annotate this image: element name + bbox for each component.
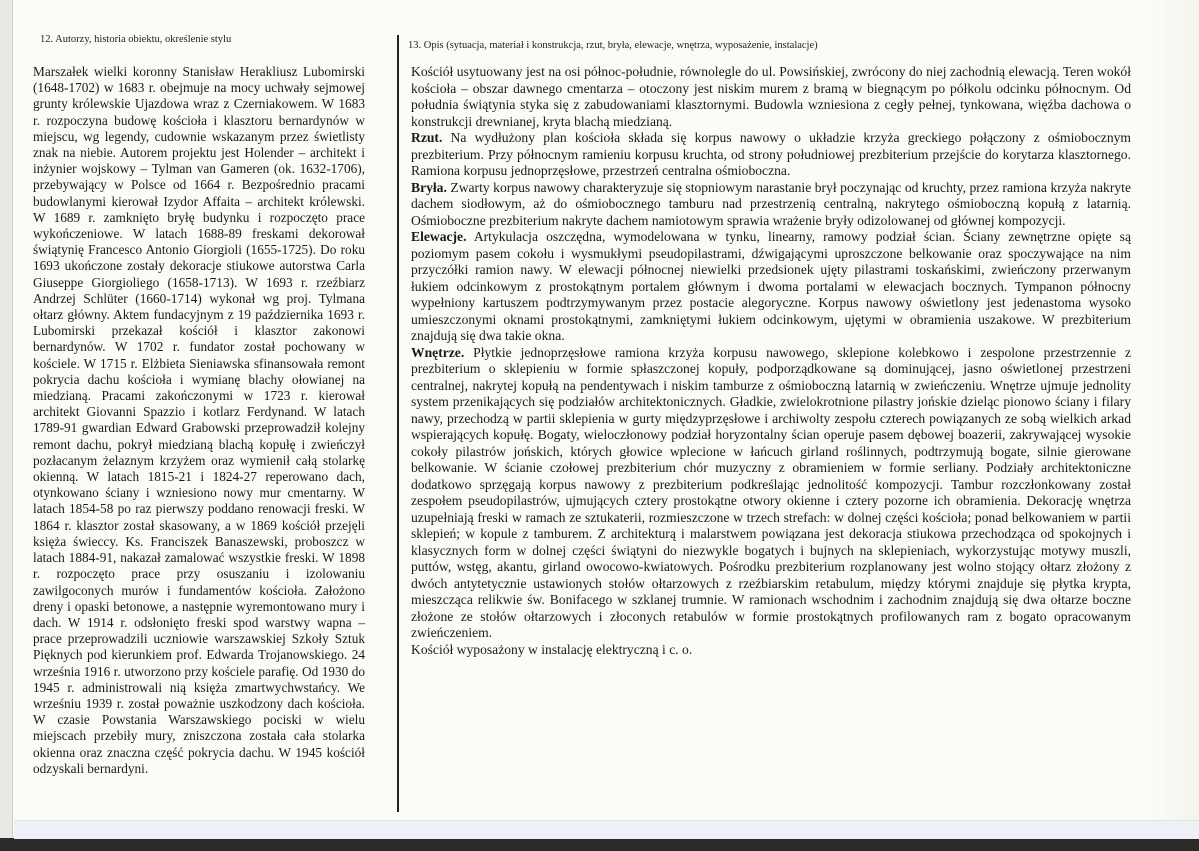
column-divider: [397, 35, 399, 812]
paragraph-heading: Bryła.: [411, 179, 447, 195]
paragraph-wnetrze: [411, 345, 1131, 642]
section-12-title: 12. Autorzy, historia obiektu, określenie stylu: [40, 34, 232, 45]
page-bottom-strip: [14, 820, 1199, 839]
paragraph-bryla: [411, 180, 1131, 230]
paragraph-body: Na wydłużony plan kościoła składa się korpus nawowy o układzie krzyża greckiego połączony z ośmiobocznym prezbiterium. Przy północnym ramieniu korpusu kruchta, od strony południowej prezbiterium przejście do korytarza klasztornego. Ramiona korpusu jednoprzęsłowe, przestrzeń centralna ośmioboczna.: [411, 130, 1131, 178]
paragraph-elewacje: [411, 229, 1131, 345]
paragraph-body: Płytkie jednoprzęsłowe ramiona krzyża korpusu nawowego, sklepione kolebkowo i zespolone przestrzennie z prezbiterium o sklepieniu w formie spłaszczonej kopuły, podporządkowane są dominującej, jasno oświetlonej przestrzeni centralnej, nakrytej kopułą na pendentywach i niskim tamburze z ośmioboczną latarnią w zwieńczeniu. Wnętrze ujmuje jednolity system przenikających się podziałów architektonicznych. Gładkie, zwielokrotnione pilastry jońskie dzieląc pionowo ściany i filary nawy, przechodzą w partii sklepienia w gurty międzyprzęsłowe i archiwolty zespołu czterech powiązanych ze sobą wielkich arkad wspierających kopułę. Bogaty, wieloczłonowy podział horyzontalny ścian operuje pasem dębowej boazerii, zakrywającej wysokie cokoły pilastrów jońskich, których głowice wplecione w łańcuch girland roślinnych, podtrzymują bogate, silnie gierowane belkowanie. W ścianie czołowej prezbiterium chór muzyczny z obramieniem w formie serliany. Podziały architektoniczne dodatkowo sprzęgają korpus nawowy z prezbiterium podkreślając jednolitość kompozycji. Tambur rozczłonkowany został zespołem pseudopilastrów, ujmujących cztery prostokątne otwory okienne i cztery pozorne ich obramienia. Dekorację wnętrza uzupełniają freski w ramach ze sztukaterii, rozmieszczone w trzech strefach: w dolnej części kościoła; ponad belkowaniem w partii sklepień; w kopule z tamburem. Z architekturą i malarstwem powiązana jest dekoracja stiukowa przechodząca od spokojnych i klasycznych form w dolnej części świątyni do niezwykle bogatych i bujnych na sklepieniach, wykorzystując motywy muszli, puttów, wstęg, akantu, girland owocowo-kwiatowych. Pośrodku prezbiterium rozplanowany jest wolno stojący ołtarz złożony z dwóch antytetycznie ustawionych stołów ołtarzowych z rzeźbiarskim retabulum, między którymi znajduje się płytka krypta, mieszcząca relikwie św. Bonifacego w szklanej trumnie. W ramionach wschodnim i zachodnim znajdują się dwa ołtarze boczne złożone ze stołów ołtarzowych i złoconych retabulów w formie prostokątnych profilowanych ram z bogato opracowanym zwieńczeniem.: [411, 344, 1131, 640]
section-13-title: 13. Opis (sytuacja, materiał i konstrukcja, rzut, bryła, elewacje, wnętrza, wyposażenie, instalacje): [408, 40, 818, 51]
section-12-history-text: Marszałek wielki koronny Stanisław Herakliusz Lubomirski (1648-1702) w 1683 r. obejmuje na mocy uchwały sejmowej grunty królewskie Ujazdowa wraz z Czerniakowem. W 1683 r. rozpoczyna budowę kościoła i klasztoru bernardynów w miejscu, wg legendy, cudownie wskazanym przez świetlisty znak na niebie. Autorem projektu jest Holender – architekt i inżynier wojskowy – Tylman van Gameren (ok. 1632-1706), przebywający w Polsce od 1664 r. Bezpośrednio pracami budowlanymi kierował Izydor Affaita – architekt królewski. W 1689 r. zamknięto bryłę budynku i rozpoczęto prace wykończeniowe. W latach 1688-89 freskami dekorował świątynię Francesco Antonio Giorgioli (1655-1725). Do roku 1693 ukończone zostały dekoracje stiukowe autorstwa Carla Giuseppe Giorgioliego (1658-1713). W 1693 r. rzeźbiarz Andrzej Schlüter (1660-1714) wykonał wg proj. Tylmana ołtarz główny. Aktem fundacyjnym z 19 października 1693 r. Lubomirski przekazał kościół i klasztor zakonowi bernardynów. W 1702 r. fundator został pochowany w kościele. W 1715 r. Elżbieta Sieniawska sfinansowała remont pokrycia dachu kościoła i wymianę blachy ołowianej na miedzianą. Pracami zakończonymi w 1723 r. kierował architekt Giovanni Spazzio i kotlarz Ferdynand. W latach 1789-91 gwardian Edward Grabowski przeprowadził kolejny remont dachu, pokrył miedzianą blachą kopułę i zwieńczył pozłacanym żelaznym krzyżem oraz wymienił całą stolarkę okienną. W latach 1815-21 i 1824-27 reperowano dach, otynkowano ściany i wzniesiono nowy mur cmentarny. W latach 1854-58 po raz pierwszy poddano renowacji freski. W 1864 r. klasztor został skasowany, a w 1869 kościół przejęli księża świeccy. Ks. Franciszek Banaszewski, proboszcz w latach 1884-91, nakazał zamalować wszystkie freski. W 1898 r. rozpoczęto prace przy osuszaniu i izolowaniu zawilgoconych murów i fundamentów kościoła. Założono dreny i opaski betonowe, a następnie wyremontowano mury i dach. W 1914 r. odsłonięto freski spod warstwy wapna – prace przeprowadzili uczniowie warszawskiej Szkoły Sztuk Pięknych pod kierunkiem prof. Edwarda Trojanowskiego. 24 września 1916 r. utworzono przy kościele parafię. Od 1930 do 1945 r. administrowali nią księża zmartwychwstańcy. We wrześniu 1939 r. został poważnie uszkodzony dach kościoła. W czasie Powstania Warszawskiego pociski w wielu miejscach przebiły mury, zniszczona została cała stolarka okienna oraz znaczna część pokrycia dachu. W 1945 kościół odzyskali bernardyni.: [33, 64, 365, 776]
paragraph-heading: Rzut.: [411, 130, 443, 145]
paragraph-body: Artykulacja oszczędna, wymodelowana w tynku, linearny, ramowy podział ścian. Ściany zewnętrzne opięte są poziomym pasem cokołu i wysmukłymi pseudopilastrami, dźwigającymi uproszczone belkowanie oraz spoczywające na nim przyczółki ramion nawy. W elewacji północnej niewielki przedsionek ujęty pilastrami toskańskimi, zwieńczony przerwanym łukiem odcinkowym z prostokątnym portalem głównym i dwoma portalami w elewacjach bocznych. Tympanon północny wypełniony kartuszem podtrzymywanym przez postacie alegoryczne. Korpus nawowy oświetlony jest jedenastoma wysoko umieszczonymi oknami prostokątnymi, zamkniętymi łukiem odcinkowym, ujętymi w obramienia uszakowe. W prezbiterium znajdują się dwa takie okna.: [411, 229, 1131, 343]
paragraph-body: Kościół wyposażony w instalację elektryczną i c. o.: [411, 641, 693, 657]
paragraph-heading: Elewacje.: [411, 229, 467, 244]
section-13-description: [411, 64, 1131, 658]
paragraph-situation: [411, 64, 1131, 130]
paragraph-heading: Wnętrze.: [411, 344, 465, 360]
paragraph-rzut: [411, 130, 1131, 180]
paragraph-installations: [411, 642, 1131, 659]
page-right-shadow: [1150, 0, 1199, 820]
paragraph-body: Zwarty korpus nawowy charakteryzuje się stopniowym narastanie brył poczynając od kruchty, przez ramiona krzyża nakryte dachem siodłowym, aż do ośmiobocznego tamburu nad przestrzenią centralną, nakrytego ośmioboczną kopułą z latarnią. Ośmioboczne prezbiterium nakryte dachem namiotowym sprawia wrażenie bryły odizolowanej od głównej kompozycji.: [411, 179, 1131, 228]
page-binding-edge: [0, 0, 13, 838]
paragraph-body: Kościół usytuowany jest na osi północ-południe, równolegle do ul. Powsińskiej, zwrócony do niej zachodnią elewacją. Teren wokół kościoła – obszar dawnego cmentarza – otoczony jest niskim murem z bramą w biegnącym po półkolu odcinku północnym. Od południa świątynia styka się z zabudowaniami klasztornymi. Budowla wzniesiona z cegły pełnej, tynkowana, więźba dachowa o konstrukcji drewnianej, kryta blachą miedzianą.: [411, 64, 1131, 129]
